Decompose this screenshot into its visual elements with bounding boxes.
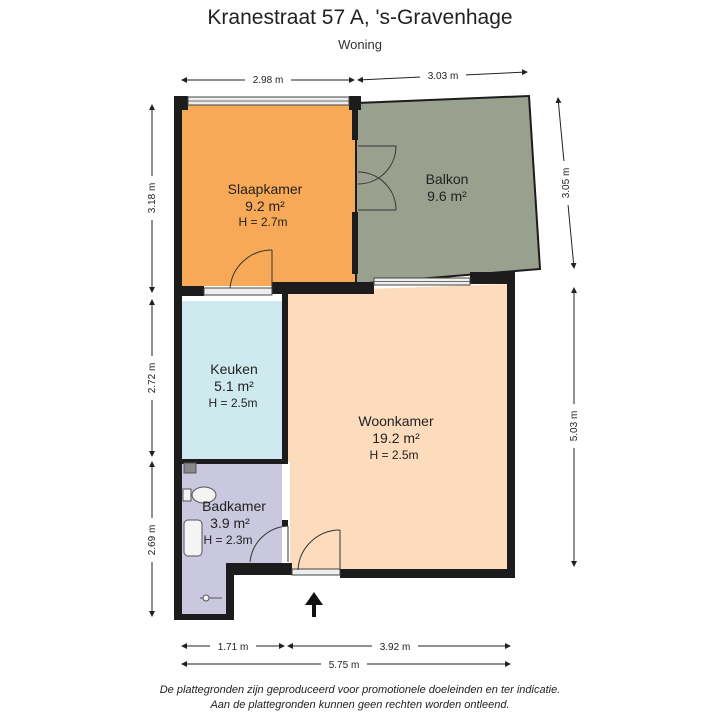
disclaimer-line-2: Aan de plattegronden kunnen geen rechten worden ontleend. <box>210 699 510 711</box>
dim-left-top: 3.18 m <box>147 182 158 214</box>
woonkamer-height: H = 2.5m <box>369 448 419 462</box>
disclaimer-line-1: De plattegronden zijn geproduceerd voor promotionele doeleinden en ter indicatie. <box>159 684 561 696</box>
dim-left-middle: 2.72 m <box>147 362 158 394</box>
disclaimer <box>0 683 720 713</box>
dim-bottom-total: 5.75 m <box>328 660 360 671</box>
dim-bottom-left: 1.71 m <box>217 642 249 653</box>
balkon-area: 9.6 m² <box>427 188 467 204</box>
dim-bottom-right: 3.92 m <box>379 642 411 653</box>
keuken-area: 5.1 m² <box>214 378 254 394</box>
dim-left-bottom: 2.69 m <box>147 524 158 556</box>
keuken-height: H = 2.5m <box>208 396 258 410</box>
plan-subtitle: Woning <box>338 37 382 52</box>
slaapkamer-name: Slaapkamer <box>227 181 303 197</box>
badkamer-height: H = 2.3m <box>203 533 253 547</box>
slaapkamer-height: H = 2.7m <box>238 215 288 229</box>
slaapkamer-area: 9.2 m² <box>245 198 285 214</box>
dim-right-top: 3.05 m <box>561 167 572 199</box>
dim-right-bottom: 5.03 m <box>569 410 580 442</box>
badkamer-name: Badkamer <box>202 498 266 514</box>
woonkamer-name: Woonkamer <box>358 413 434 429</box>
keuken-name: Keuken <box>210 361 258 377</box>
entrance-arrow-icon <box>305 592 323 617</box>
woonkamer-area: 19.2 m² <box>372 430 420 446</box>
badkamer-area: 3.9 m² <box>210 515 250 531</box>
plan-title: Kranestraat 57 A, 's-Gravenhage <box>207 6 513 29</box>
dim-top-left: 2.98 m <box>252 75 284 86</box>
balkon-name: Balkon <box>425 171 469 187</box>
dim-top-right: 3.03 m <box>427 71 459 82</box>
